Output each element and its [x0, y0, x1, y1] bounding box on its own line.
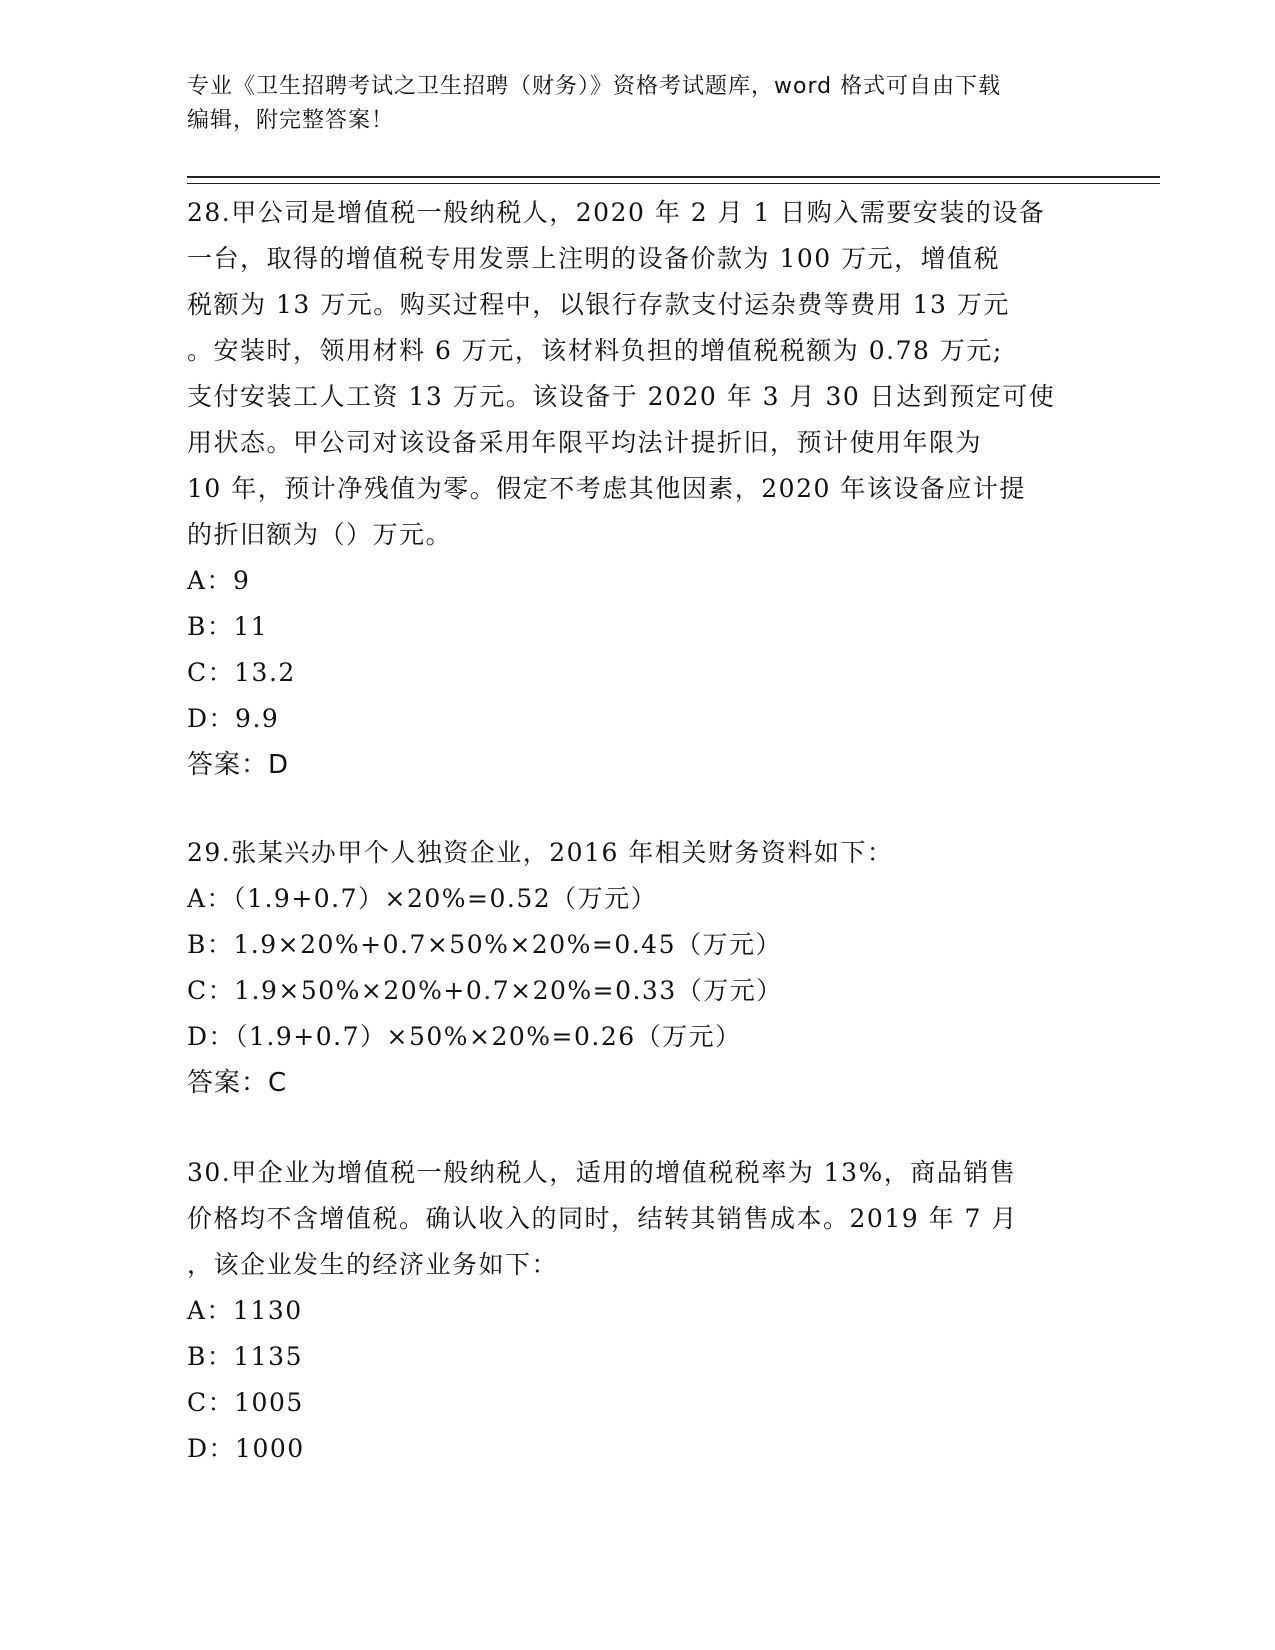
question-stem-line: 一台，取得的增值税专用发票上注明的设备价款为 100 万元，增值税: [187, 244, 1001, 273]
option-d: D：9.9: [187, 704, 280, 733]
question-stem-line: 税额为 13 万元。购买过程中，以银行存款支付运杂费等费用 13 万元: [187, 290, 1010, 319]
answer-label: 答案：D: [187, 750, 290, 780]
option-b: B：1135: [187, 1342, 303, 1371]
header-divider-thin: [187, 183, 1160, 184]
header-line-2: 编辑，附完整答案！: [187, 108, 395, 133]
header-line-1: 专业《卫生招聘考试之卫生招聘（财务）》资格考试题库，word 格式可自由下载: [187, 74, 1002, 99]
option-d: D：1000: [187, 1434, 305, 1463]
question-stem-line: 支付安装工人工资 13 万元。该设备于 2020 年 3 月 30 日达到预定可使: [187, 382, 1056, 411]
question-stem-line: ，该企业发生的经济业务如下：: [187, 1250, 559, 1279]
question-stem-line: 用状态。甲公司对该设备采用年限平均法计提折旧，预计使用年限为: [187, 428, 983, 457]
option-a: A：（1.9+0.7）×20%=0.52（万元）: [187, 884, 658, 913]
question-stem-line: 28.甲公司是增值税一般纳税人，2020 年 2 月 1 日购入需要安装的设备: [187, 198, 1046, 227]
document-header: [187, 70, 1087, 138]
question-stem-line: 29.张某兴办甲个人独资企业，2016 年相关财务资料如下：: [187, 838, 894, 867]
question-stem-line: 的折旧额为（）万元。: [187, 520, 453, 549]
question-stem-line: 价格均不含增值税。确认收入的同时，结转其销售成本。2019 年 7 月: [187, 1204, 1018, 1233]
option-b: B：11: [187, 612, 269, 641]
option-c: C：1.9×50%×20%+0.7×20%=0.33（万元）: [187, 976, 783, 1005]
question-stem-line: 10 年，预计净残值为零。假定不考虑其他因素，2020 年该设备应计提: [187, 474, 1026, 503]
question-30: [187, 1150, 1087, 1472]
question-stem-line: 30.甲企业为增值税一般纳税人，适用的增值税税率为 13%，商品销售: [187, 1158, 1017, 1187]
question-28: [187, 190, 1087, 788]
option-c: C：1005: [187, 1388, 304, 1417]
header-divider-thick: [187, 176, 1160, 178]
option-a: A：1130: [187, 1296, 303, 1325]
option-a: A：9: [187, 566, 251, 595]
question-29: [187, 830, 1087, 1106]
answer-label: 答案：C: [187, 1068, 288, 1098]
option-d: D：（1.9+0.7）×50%×20%=0.26（万元）: [187, 1022, 742, 1051]
option-b: B：1.9×20%+0.7×50%×20%=0.45（万元）: [187, 930, 782, 959]
option-c: C：13.2: [187, 658, 296, 687]
question-stem-line: 。安装时，领用材料 6 万元，该材料负担的增值税税额为 0.78 万元;: [187, 336, 1003, 365]
